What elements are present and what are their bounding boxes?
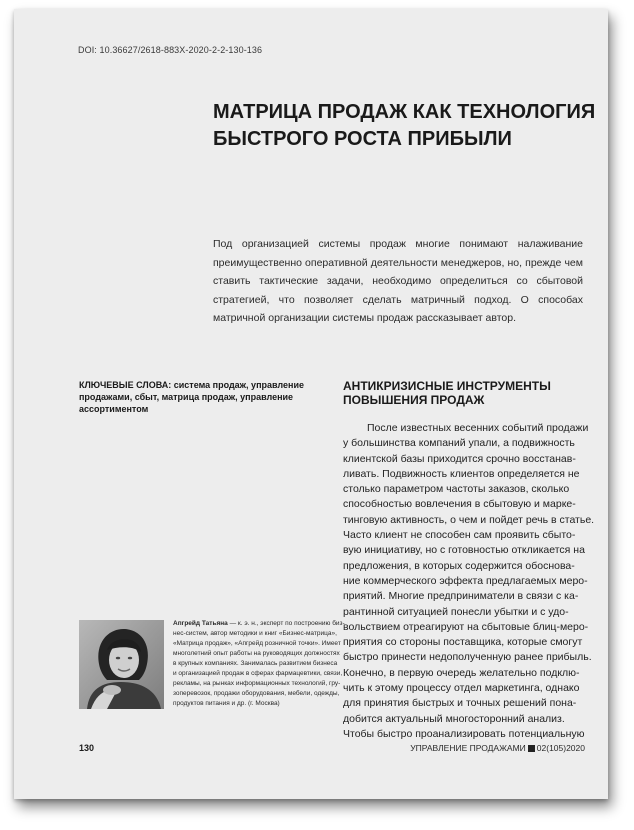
author-bio-line: нес-систем, автор методики и книг «Бизнес-матрица», xyxy=(173,630,337,637)
body-line: вольствием отреагируют на сбытовые блиц-меро- xyxy=(343,620,589,633)
body-line: Конечно, в первую очередь желательно подклю- xyxy=(343,666,580,679)
keywords-text: система продаж, управление продажами, сбыт, матрица продаж, управление ассортиментом xyxy=(79,380,304,414)
body-line: быстро принести недополученную ранее прибыль. xyxy=(343,651,592,664)
body-line: ливать. Подвижность клиентов определяется не xyxy=(343,467,580,480)
journal-name: УПРАВЛЕНИЕ ПРОДАЖАМИ xyxy=(410,743,526,753)
section-heading-line: АНТИКРИЗИСНЫЕ ИНСТРУМЕНТЫ xyxy=(343,379,551,393)
author-bio-line: «Матрица продаж», «Апгрейд розничной точки». Имеет xyxy=(173,640,341,647)
author-bio xyxy=(173,619,345,709)
article-abstract: Под организацией системы продаж многие понимают налаживание преимущественно оперативной деятельности менеджеров, но, прежде чем ставить тактические задачи, необходимо определиться со сбытовой стратегией, что позволяет сделать матричный подход. О способах матричной организации системы продаж рассказывает автор. xyxy=(213,238,583,324)
body-line: ние коммерческого эффекта предлагаемых меро- xyxy=(343,574,588,587)
body-line: Чтобы быстро проанализировать потенциальную xyxy=(343,727,585,740)
body-line: приятий. Многие предприниматели в связи с ка- xyxy=(343,590,579,603)
keywords-block xyxy=(79,379,331,415)
author-name: Апгрейд Татьяна xyxy=(173,620,228,627)
square-separator-icon xyxy=(528,745,535,752)
body-line: столько параметром частоты заказов, сколько xyxy=(343,483,570,496)
body-line: для принятия быстрых и точных решений пона- xyxy=(343,697,577,710)
body-line: способностью вовлечения в сбытовую и марке- xyxy=(343,498,576,511)
author-bio-line: зоперевозок, продажи оборудования, мебели, одежды, xyxy=(173,690,340,697)
keywords-label: КЛЮЧЕВЫЕ СЛОВА: xyxy=(79,380,172,390)
author-bio-line: многолетний опыт работы на руководящих должностях xyxy=(173,650,340,657)
journal-page xyxy=(14,9,608,799)
author-bio-line: рекламы, на рынках информационных технологий, гру- xyxy=(173,680,341,687)
author-bio-line xyxy=(173,619,345,629)
author-photo xyxy=(79,620,164,709)
body-line: приятия со стороны поставщика, которые смогут xyxy=(343,636,583,649)
title-line: БЫСТРОГО РОСТА ПРИБЫЛИ xyxy=(213,128,512,150)
author-portrait-image xyxy=(79,620,164,709)
page-number: 130 xyxy=(79,743,95,753)
body-line: клиентской базы приходится срочно восстанав- xyxy=(343,452,576,465)
author-bio-line: и организацией продаж в сферах фармацевтики, связи, xyxy=(173,670,343,677)
author-bio-line: продуктов питания и др. (г. Москва) xyxy=(173,700,280,707)
body-line: Часто клиент не способен сам проявить сбыто- xyxy=(343,529,576,542)
body-line: После известных весенних событий продажи xyxy=(367,422,589,434)
doi-line: DOI: 10.36627/2618-883X-2020-2-2-130-136 xyxy=(78,45,263,55)
article-body xyxy=(343,421,601,742)
body-line: тинговую активность, о чем и пойдет речь в статье. xyxy=(343,513,595,526)
title-line: МАТРИЦА ПРОДАЖ КАК ТЕХНОЛОГИЯ xyxy=(213,101,596,123)
body-line: добится актуальный многосторонний анализ. xyxy=(343,712,565,725)
body-line: у большинства компаний упали, а подвижность xyxy=(343,437,575,450)
body-line: вую инициативу, но с готовностью откликается на xyxy=(343,544,585,557)
body-line: чить к этому процессу отдел маркетинга, однако xyxy=(343,682,580,695)
journal-footer xyxy=(410,743,585,753)
article-title xyxy=(213,99,596,153)
body-line: рантинной ситуацией понесли убытки и с удо- xyxy=(343,605,569,618)
section-heading xyxy=(343,379,573,407)
body-line: предложения, в которых содержится обоснова- xyxy=(343,559,575,572)
author-bio-first: — к. э. н., эксперт по построению биз- xyxy=(227,620,345,627)
author-bio-line: в крупных компаниях. Занималась развитием бизнеса xyxy=(173,660,338,667)
section-heading-line: ПОВЫШЕНИЯ ПРОДАЖ xyxy=(343,393,485,407)
journal-issue: 02(105)2020 xyxy=(536,743,585,753)
